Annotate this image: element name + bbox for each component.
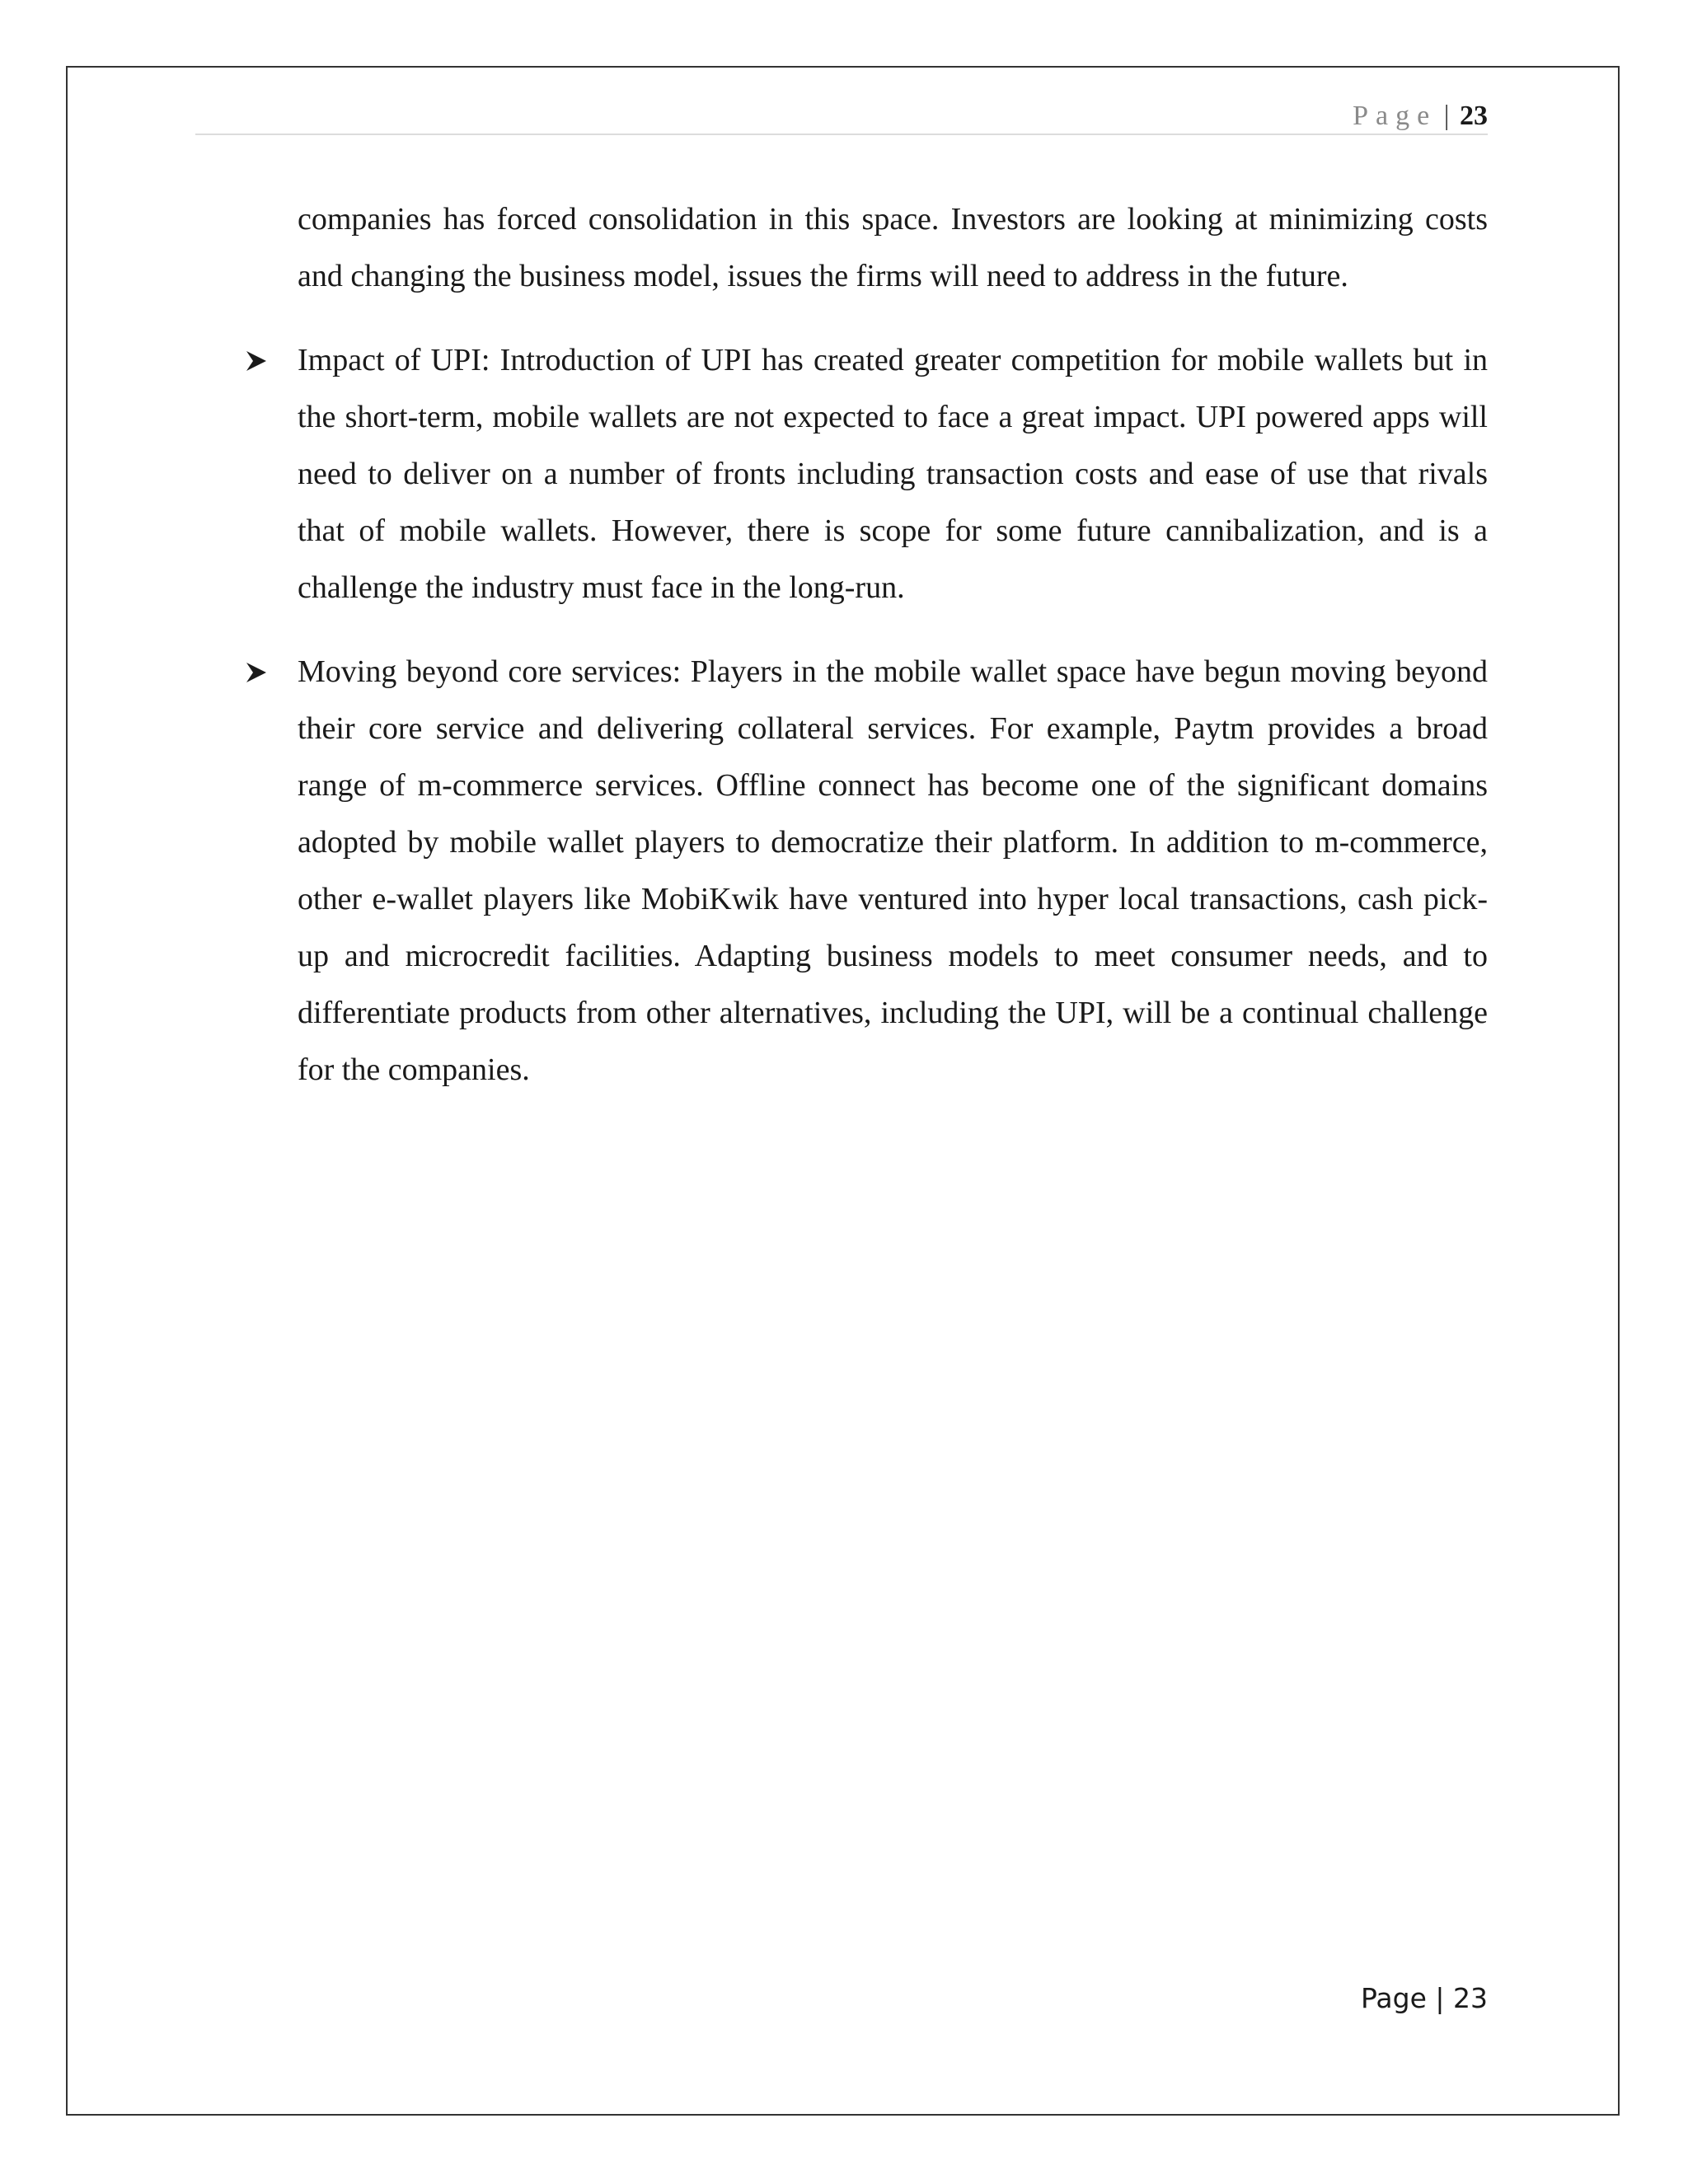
bullet-item-beyond-core <box>298 644 1488 1099</box>
bullet-item-upi-impact <box>298 332 1488 616</box>
bullet-text: Moving beyond core services: Players in the mobile wallet space have begun moving beyond their core service and delivering collateral services. For example, Paytm provides a broad range of m-commerce services. Offline connect has become one of the significant domains adopted by mobile wallet players to democratize their platform. In addition to m-commerce, other e-wallet players like MobiKwik have ventured into hyper local transactions, cash pick-up and microcredit facilities. Adapting business models to meet consumer needs, and to differentiate products from other alternatives, including the UPI, will be a continual challenge for the companies. <box>298 654 1488 1087</box>
page-footer: Page | 23 <box>1361 1982 1488 2014</box>
header-page-word: Page <box>1353 101 1437 131</box>
header-separator: | <box>1443 101 1450 131</box>
arrowhead-bullet-icon <box>245 332 278 389</box>
document-body <box>298 191 1488 1126</box>
page-header <box>195 99 1488 135</box>
header-page-number: 23 <box>1460 101 1488 131</box>
arrowhead-bullet-icon <box>245 644 278 701</box>
bullet-text: Impact of UPI: Introduction of UPI has created greater competition for mobile wallets but in the short-term, mobile wallets are not expected to face a great impact. UPI powered apps will need to deliver on a number of fronts including transaction costs and ease of use that rivals that of mobile wallets. However, there is scope for some future cannibalization, and is a challenge the industry must face in the long-run. <box>298 343 1488 605</box>
continuation-paragraph: companies has forced consolidation in this space. Investors are looking at minimizing costs and changing the business model, issues the firms will need to address in the future. <box>298 202 1488 293</box>
